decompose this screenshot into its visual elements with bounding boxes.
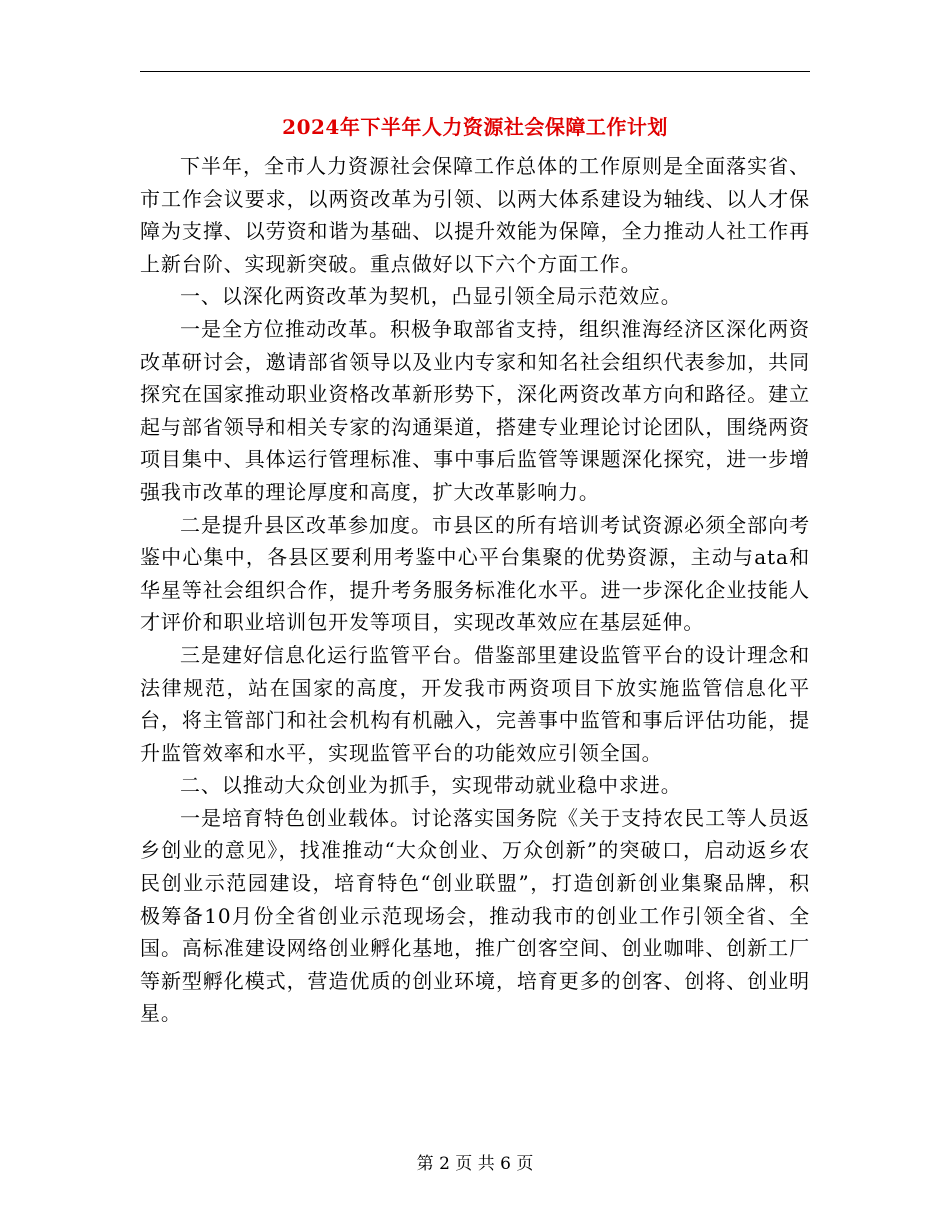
section-heading-1: 一、以深化两资改革为契机，凸显引领全局示范效应。 [180, 284, 682, 309]
section-heading-2: 二、以推动大众创业为抓手，实现带动就业稳中求进。 [180, 773, 682, 798]
body-paragraph-county: 二是提升县区改革参加度。市县区的所有培训考试资源必须全部向考鉴中心集中，各县区要利用考鉴中心平台集聚的优势资源，主动与ata和华星等社会组织合作，提升考务服务标准化水平。进一步深化企业技能人才评价和职业培训包开发等项目，实现改革效应在基层延伸。 [140, 512, 810, 635]
body-paragraph-intro: 下半年，全市人力资源社会保障工作总体的工作原则是全面落实省、市工作会议要求，以两资改革为引领、以两大体系建设为轴线、以人才保障为支撑、以劳资和谐为基础、以提升效能为保障，全力推动人社工作再上新台阶、实现新突破。重点做好以下六个方面工作。 [140, 154, 810, 276]
page-number-footer: 第 2 页 共 6 页 [416, 1154, 534, 1174]
document-body [140, 150, 810, 1030]
header-divider [140, 71, 810, 72]
body-paragraph-entrepreneurship: 一是培育特色创业载体。讨论落实国务院《关于支持农民工等人员返乡创业的意见》，找准推动“大众创业、万众创新”的突破口，启动返乡农民创业示范园建设，培育特色“创业联盟”，打造创新创业集聚品牌，积极筹备10月份全省创业示范现场会，推动我市的创业工作引领全省、全国。高标准建设网络创业孵化基地，推广创客空间、创业咖啡、创新工厂等新型孵化模式，营造优质的创业环境，培育更多的创客、创将、创业明星。 [140, 805, 810, 1026]
body-paragraph-reform: 一是全方位推动改革。积极争取部省支持，组织淮海经济区深化两资改革研讨会，邀请部省领导以及业内专家和知名社会组织代表参加，共同探究在国家推动职业资格改革新形势下，深化两资改革方向和路径。建立起与部省领导和相关专家的沟通渠道，搭建专业理论讨论团队，围绕两资项目集中、具体运行管理标准、事中事后监管等课题深化探究，进一步增强我市改革的理论厚度和高度，扩大改革影响力。 [140, 316, 810, 504]
body-paragraph-platform: 三是建好信息化运行监管平台。借鉴部里建设监管平台的设计理念和法律规范，站在国家的高度，开发我市两资项目下放实施监管信息化平台，将主管部门和社会机构有机融入，完善事中监管和事后评估功能，提升监管效率和水平，实现监管平台的功能效应引领全国。 [140, 642, 810, 765]
document-title: 2024年下半年人力资源社会保障工作计划 [282, 115, 668, 139]
